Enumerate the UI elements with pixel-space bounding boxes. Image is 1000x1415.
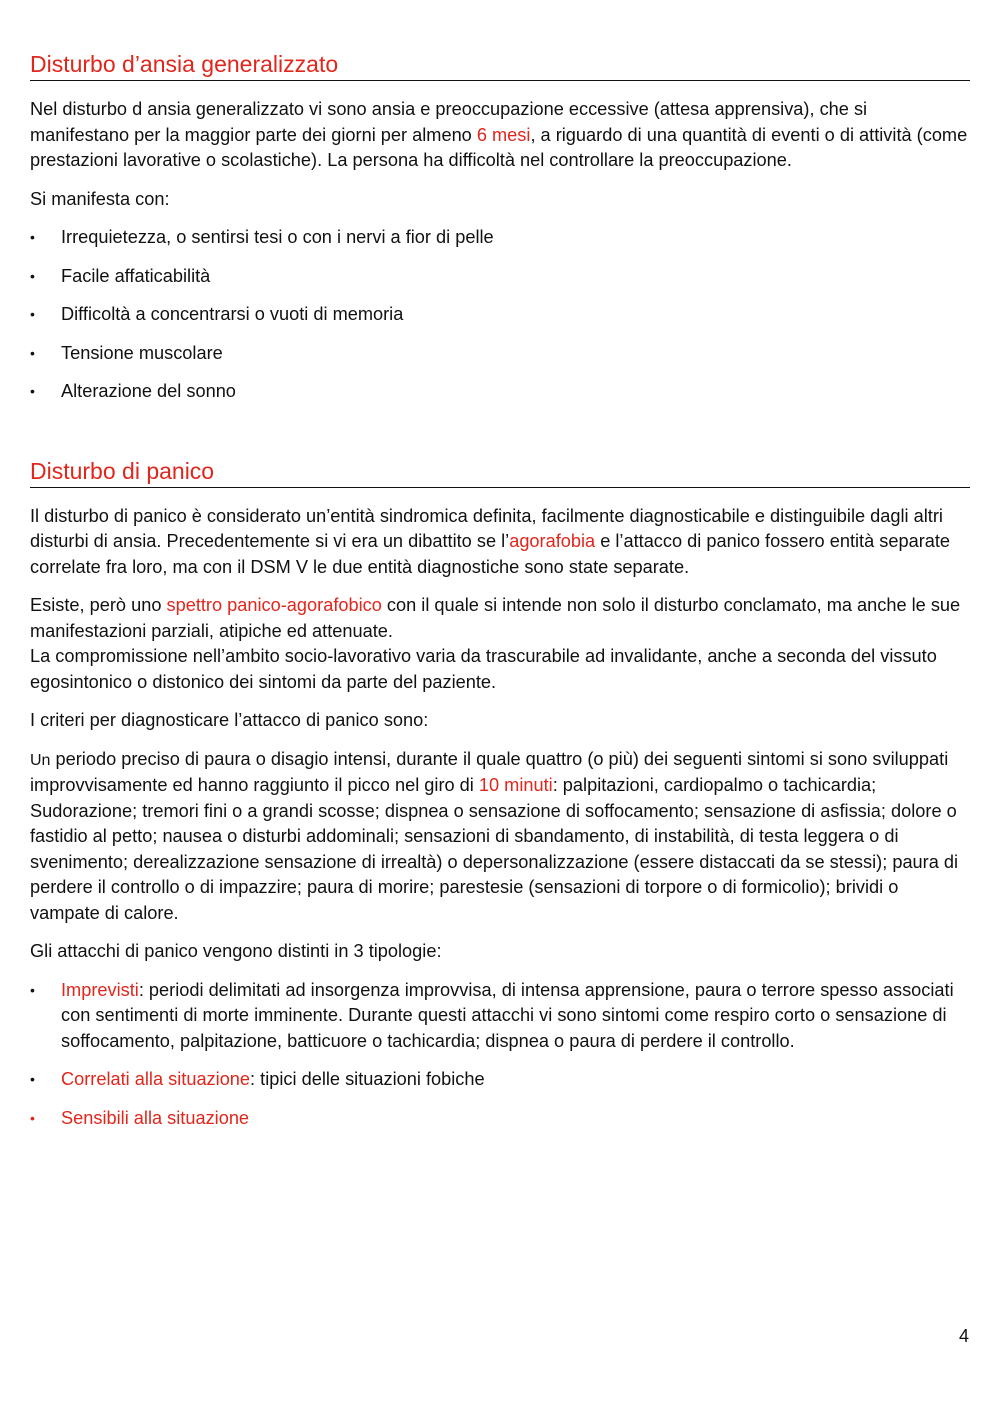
list-item: • Correlati alla situazione: tipici delle situazioni fobiche: [30, 1067, 970, 1093]
list-item: • Tensione muscolare: [30, 341, 970, 367]
bullet-icon: •: [30, 306, 35, 322]
document-page: [30, 50, 970, 1131]
highlight-agorafobia: agorafobia: [509, 531, 596, 551]
gad-intro-list: Si manifesta con:: [30, 188, 170, 209]
section-title-panic: Disturbo di panico: [30, 457, 970, 488]
list-item: • Facile affaticabilità: [30, 264, 970, 290]
bullet-icon: •: [30, 1071, 35, 1087]
panic-paragraph-1: Il disturbo di panico è considerato un’entità sindromica definita, facilmente diagnosticabile e distinguibile dagli altri disturbi di ansia. Precedentemente si vi era un dibattito se l’agorafobia e l’attacco di panico fossero entità separate correlate fra loro, ma con il DSM V le due entità diagnostiche sono state separate.: [30, 505, 951, 577]
highlight-10-minuti: 10 minuti: [478, 775, 553, 795]
section-title-gad: Disturbo d’ansia generalizzato: [30, 50, 970, 81]
bullet-icon: •: [30, 981, 35, 998]
bullet-icon: •: [30, 344, 35, 361]
panic-paragraph-2: Esiste, però uno spettro panico-agorafobico con il quale si intende non solo il disturbo conclamato, ma anche le sue manifestazioni parziali, atipiche ed attenuate. La compromissione nell’ambito socio-lavorativo varia da trascurabile ad invalidante, anche a seconda del vissuto egosintonico o distonico dei sintomi da parte del paziente.: [30, 595, 961, 692]
list-item: • Irrequietezza, o sentirsi tesi o con i nervi a fior di pelle: [30, 225, 970, 251]
gad-paragraph: Nel disturbo d ansia generalizzato vi sono ansia e preoccupazione eccessive (attesa apprensiva), che si manifestano per la maggior parte dei giorni per almeno 6 mesi, a riguardo di una quantità di eventi o di attività (come prestazioni lavorative o scolastiche). La persona ha difficoltà nel controllare la preoccupazione.: [30, 99, 968, 170]
highlight-spettro: spettro panico-agorafobico: [166, 595, 382, 615]
panic-criteria-text: Un periodo preciso di paura o disagio intensi, durante il quale quattro (o più) dei seguenti sintomi si sono sviluppati improvvisamente ed hanno raggiunto il picco nel giro di 10 minuti: palpitazioni, cardiopalmo o tachicardia; Sudorazione; tremori fini o a grandi scosse; dispnea o sensazione di soffocamento; sensazione di asfissia; dolore o fastidio al petto; nausea o disturbi addominali; sensazioni di sbandamento, di instabilità, di testa leggera o di svenimento; derealizzazione sensazione di irrealtà) o depersonalizzazione (essere distaccati da se stessi); paura di perdere il controllo o di impazzire; paura di morire; parestesie (sensazioni di torpore o di formicolio); brividi o vampate di calore.: [30, 748, 959, 923]
highlight-6-mesi: 6 mesi: [476, 124, 531, 145]
panic-types-intro: Gli attacchi di panico vengono distinti in 3 tipologie:: [30, 941, 442, 961]
bullet-icon: •: [30, 229, 35, 245]
bullet-icon: •: [30, 383, 35, 399]
gad-symptom-list: [30, 225, 970, 405]
panic-types-list: [30, 978, 970, 1132]
list-item: • Imprevisti: periodi delimitati ad insorgenza improvvisa, di intensa apprensione, paura o terrore spesso associati con sentimenti di morte imminente. Durante questi attacchi vi sono sintomi come respiro corto o sensazione di soffocamento, palpitazione, batticuore o tachicardia; dispnea o paura di perdere il controllo.: [30, 979, 954, 1051]
list-item: • Sensibili alla situazione: [30, 1106, 970, 1132]
bullet-icon: •: [30, 1109, 35, 1126]
panic-criteria-intro: I criteri per diagnosticare l’attacco di panico sono:: [30, 710, 429, 730]
list-item: • Difficoltà a concentrarsi o vuoti di memoria: [30, 302, 970, 328]
page-number: 4: [958, 1326, 969, 1346]
bullet-icon: •: [30, 267, 35, 284]
list-item: • Alterazione del sonno: [30, 379, 970, 405]
